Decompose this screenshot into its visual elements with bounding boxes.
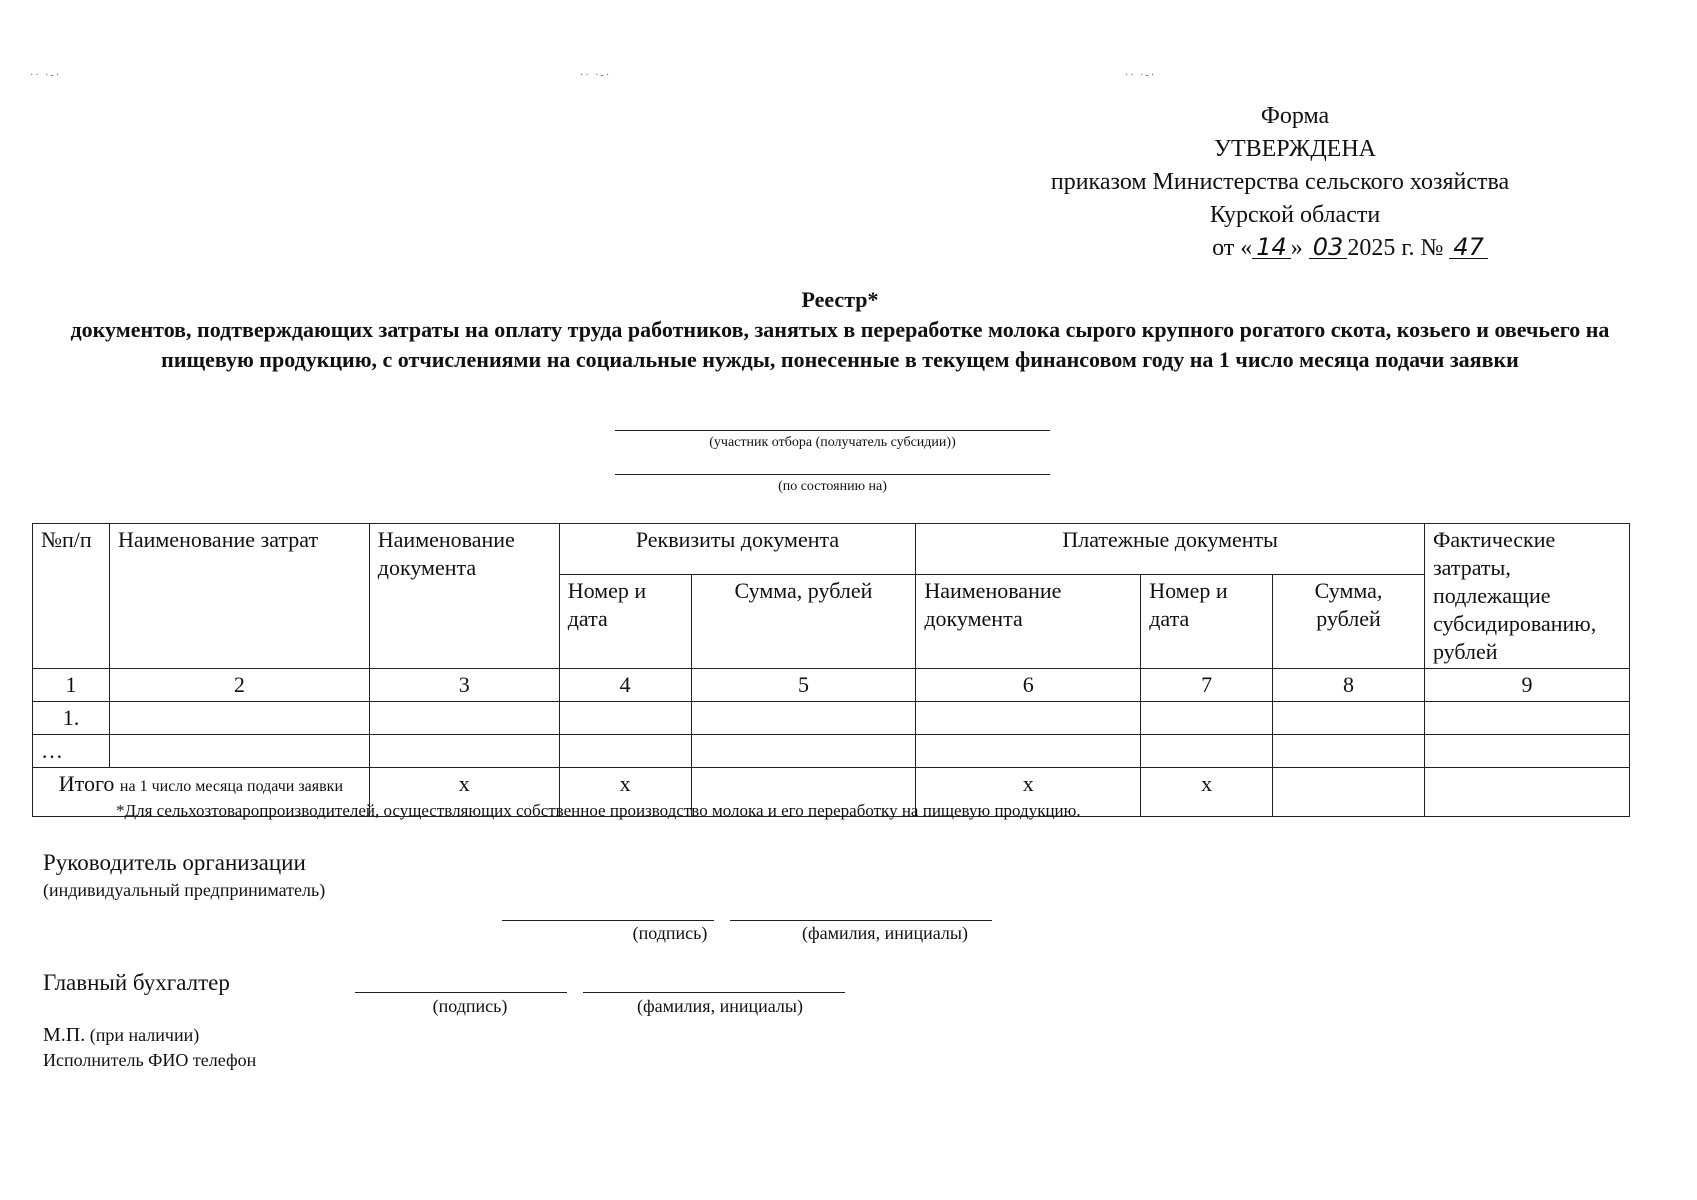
table-cell: [109, 702, 369, 735]
table-row: [33, 702, 1630, 735]
table-cell: [559, 702, 691, 735]
scan-mark: ·· ·-·: [30, 70, 62, 81]
header-pay-doc-name: Наименование документа: [916, 574, 1141, 668]
table-cell: [1141, 702, 1273, 735]
head-name-line: [730, 920, 992, 921]
header-pay-sum: Сумма, рублей: [1273, 574, 1425, 668]
register-table: [32, 523, 1630, 817]
header-cost-name: Наименование затрат: [109, 524, 369, 669]
table-cell: [369, 702, 559, 735]
row-number: 1.: [33, 702, 110, 735]
col-number: 3: [369, 669, 559, 702]
header-doc-details: Реквизиты документа: [559, 524, 916, 575]
head-signature-line: [502, 920, 714, 921]
table-cell: [1424, 768, 1629, 817]
col-number: 8: [1273, 669, 1425, 702]
table-row: [33, 735, 1630, 768]
total-sub: на 1 число месяца подачи заявки: [119, 778, 344, 795]
x-mark: х: [369, 768, 559, 817]
col-number: 1: [33, 669, 110, 702]
accountant-name-caption: (фамилия, инициалы): [637, 996, 803, 1016]
footnote: *Для сельхозтоваропроизводителей, осуществляющих собственное производство молока и его переработку на пищевую продукцию.: [116, 801, 1081, 820]
x-mark: х: [559, 768, 691, 817]
header-row-1: [33, 524, 1630, 575]
title-heading: Реестр*: [801, 287, 879, 312]
col-number: 6: [916, 669, 1141, 702]
scan-mark: ·· ·-·: [580, 70, 612, 81]
head-signature-caption: (подпись): [632, 923, 708, 943]
handwritten-month: 03: [1309, 236, 1348, 259]
accountant-signature-line: [355, 992, 567, 993]
approval-approved: УТВЕРЖДЕНА: [1213, 136, 1377, 162]
header-actual: Фактические затраты, подлежащие субсидированию, рублей: [1424, 524, 1629, 669]
table-cell: [1424, 702, 1629, 735]
table-cell: [109, 735, 369, 768]
table-cell: [1273, 735, 1425, 768]
table-cell: [369, 735, 559, 768]
table-cell: [691, 702, 916, 735]
accountant-title: Главный бухгалтер: [43, 970, 230, 995]
col-number: 9: [1424, 669, 1629, 702]
table-cell: [1424, 735, 1629, 768]
row-number: …: [33, 735, 110, 768]
as-of-field: (по состоянию на): [615, 474, 1050, 495]
col-number: 5: [691, 669, 916, 702]
col-number: 2: [109, 669, 369, 702]
column-numbers-row: [33, 669, 1630, 702]
title-subtitle: документов, подтверждающих затраты на оплату труда работников, занятых в переработке молока сырого крупного рогатого скота, козьего и овечьего на пищевую продукцию, с отчислениями на социальные нужды, понесенные в текущем финансовом году на 1 число месяца подачи заявки: [70, 317, 1610, 372]
head-sub: (индивидуальный предприниматель): [43, 880, 326, 900]
accountant-name-line: [583, 992, 845, 993]
header-sum: Сумма, рублей: [691, 574, 916, 668]
approval-block: [980, 100, 1580, 265]
table-cell: [691, 735, 916, 768]
approval-form: Форма: [1260, 103, 1330, 129]
header-doc-name: Наименование документа: [369, 524, 559, 669]
approval-ministry: приказом Министерства сельского хозяйства: [1050, 169, 1510, 195]
head-title: Руководитель организации: [43, 850, 306, 875]
table-cell: [916, 735, 1141, 768]
table-cell: [559, 735, 691, 768]
header-payment-docs: Платежные документы: [916, 524, 1425, 575]
scan-mark: ·· ·-·: [1125, 70, 1157, 81]
accountant-signature-caption: (подпись): [432, 996, 508, 1016]
header-num: №п/п: [33, 524, 110, 669]
x-mark: х: [916, 768, 1141, 817]
handwritten-day: 14: [1252, 236, 1291, 259]
header-pay-number-date: Номер и дата: [1141, 574, 1273, 668]
table-cell: [1273, 702, 1425, 735]
col-number: 7: [1141, 669, 1273, 702]
document-title: [40, 285, 1640, 375]
table-cell: [1141, 735, 1273, 768]
table-cell: [916, 702, 1141, 735]
approval-date: от « 14 » 03 2025 г. № 47: [980, 232, 1580, 265]
total-label: Итого: [58, 771, 115, 796]
x-mark: х: [1141, 768, 1273, 817]
executor-label: Исполнитель ФИО телефон: [43, 1050, 257, 1070]
table-cell: [1273, 768, 1425, 817]
participant-field: (участник отбора (получатель субсидии)): [615, 430, 1050, 451]
col-number: 4: [559, 669, 691, 702]
seal-label: М.П. (при наличии): [43, 1024, 200, 1046]
approval-region: Курской области: [1209, 202, 1381, 228]
head-name-caption: (фамилия, инициалы): [802, 923, 968, 943]
handwritten-number: 47: [1449, 236, 1488, 259]
header-number-date: Номер и дата: [559, 574, 691, 668]
